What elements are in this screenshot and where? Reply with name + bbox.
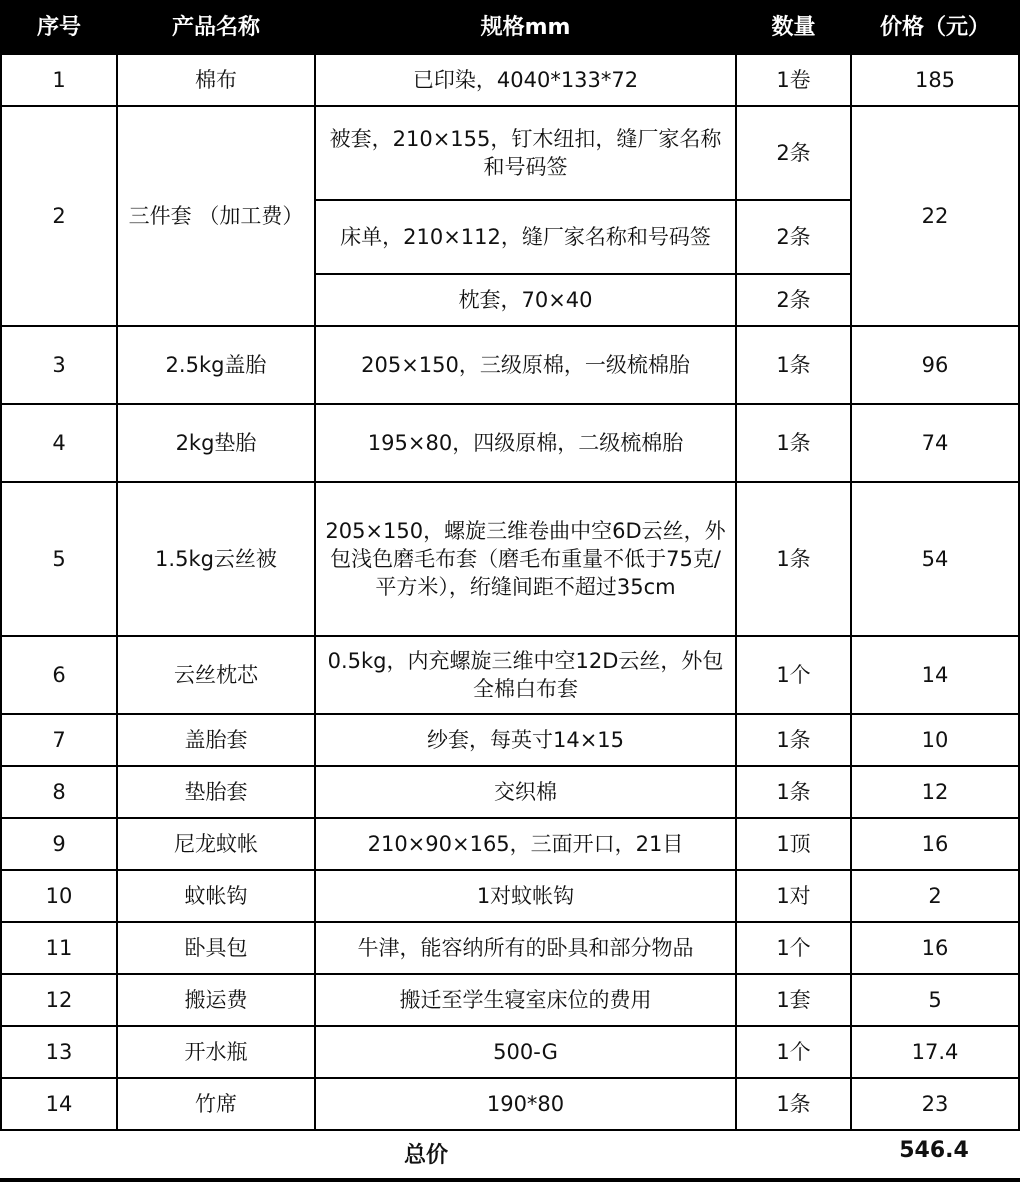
cell-spec: 搬迁至学生寝室床位的费用 [315,974,736,1026]
cell-spec: 500-G [315,1026,736,1078]
table-row [1,326,1019,404]
cell-qty: 1条 [736,1078,851,1130]
cell-no: 7 [1,714,117,766]
cell-price: 16 [851,818,1019,870]
header-name: 产品名称 [117,1,315,54]
cell-qty: 1条 [736,326,851,404]
cell-qty: 1顶 [736,818,851,870]
cell-spec: 195×80，四级原棉，二级梳棉胎 [315,404,736,482]
table-row [1,870,1019,922]
cell-no: 6 [1,636,117,714]
cell-price: 12 [851,766,1019,818]
cell-no: 1 [1,54,117,106]
cell-name: 蚊帐钩 [117,870,315,922]
table-row [1,1078,1019,1130]
cell-spec: 被套，210×155，钉木纽扣，缝厂家名称和号码签 [315,106,736,200]
cell-name: 垫胎套 [117,766,315,818]
cell-no: 2 [1,106,117,326]
cell-qty: 1套 [736,974,851,1026]
table-row [1,54,1019,106]
cell-qty: 2条 [736,200,851,274]
total-label: 总价 [403,1143,448,1168]
cell-qty: 2条 [736,106,851,200]
cell-no: 8 [1,766,117,818]
cell-price: 17.4 [851,1026,1019,1078]
cell-qty: 1个 [736,922,851,974]
cell-price: 16 [851,922,1019,974]
cell-spec: 190*80 [315,1078,736,1130]
cell-qty: 1条 [736,714,851,766]
cell-qty: 2条 [736,274,851,326]
cell-qty: 1个 [736,1026,851,1078]
cell-price: 54 [851,482,1019,636]
cell-price: 22 [851,106,1019,326]
cell-qty: 1条 [736,766,851,818]
table-row [1,482,1019,636]
total-value: 546.4 [899,1138,969,1163]
header-price: 价格（元） [851,1,1019,54]
cell-no: 14 [1,1078,117,1130]
cell-name: 2kg垫胎 [117,404,315,482]
cell-name: 开水瓶 [117,1026,315,1078]
cell-qty: 1条 [736,404,851,482]
cell-no: 9 [1,818,117,870]
table-row [1,636,1019,714]
cell-price: 96 [851,326,1019,404]
cell-spec: 1对蚊帐钩 [315,870,736,922]
header-no: 序号 [1,1,117,54]
cell-name: 三件套 （加工费） [117,106,315,326]
cell-price: 23 [851,1078,1019,1130]
cell-spec: 枕套，70×40 [315,274,736,326]
cell-spec: 床单，210×112，缝厂家名称和号码签 [315,200,736,274]
cell-spec: 210×90×165，三面开口，21目 [315,818,736,870]
cell-price: 5 [851,974,1019,1026]
cell-qty: 1卷 [736,54,851,106]
table-row [1,974,1019,1026]
table-row [1,404,1019,482]
table-row [1,714,1019,766]
cell-qty: 1对 [736,870,851,922]
cell-no: 4 [1,404,117,482]
cell-name: 云丝枕芯 [117,636,315,714]
cell-spec: 牛津，能容纳所有的卧具和部分物品 [315,922,736,974]
cell-no: 10 [1,870,117,922]
cell-no: 3 [1,326,117,404]
cell-no: 12 [1,974,117,1026]
cell-qty: 1条 [736,482,851,636]
table-row [1,1026,1019,1078]
cell-price: 185 [851,54,1019,106]
cell-name: 2.5kg盖胎 [117,326,315,404]
header-spec: 规格mm [315,1,736,54]
table-row [1,922,1019,974]
table-row [1,106,1019,200]
cell-qty: 1个 [736,636,851,714]
table-row [1,766,1019,818]
cell-name: 1.5kg云丝被 [117,482,315,636]
cell-name: 尼龙蚊帐 [117,818,315,870]
cell-name: 竹席 [117,1078,315,1130]
cell-price: 10 [851,714,1019,766]
cell-price: 74 [851,404,1019,482]
cell-name: 卧具包 [117,922,315,974]
header-row [1,1,1019,54]
cell-name: 盖胎套 [117,714,315,766]
cell-spec: 205×150，三级原棉，一级梳棉胎 [315,326,736,404]
cell-price: 2 [851,870,1019,922]
table-row [1,818,1019,870]
cell-spec: 已印染，4040*133*72 [315,54,736,106]
cell-no: 5 [1,482,117,636]
cell-spec: 纱套，每英寸14×15 [315,714,736,766]
cell-name: 搬运费 [117,974,315,1026]
total-row [0,1126,1020,1182]
cell-price: 14 [851,636,1019,714]
header-qty: 数量 [736,1,851,54]
cell-spec: 205×150，螺旋三维卷曲中空6D云丝，外包浅色磨毛布套（磨毛布重量不低于75克/平方米），绗缝间距不超过35cm [315,482,736,636]
cell-spec: 0.5kg，内充螺旋三维中空12D云丝，外包全棉白布套 [315,636,736,714]
cell-no: 13 [1,1026,117,1078]
cell-name: 棉布 [117,54,315,106]
cell-no: 11 [1,922,117,974]
cell-spec: 交织棉 [315,766,736,818]
